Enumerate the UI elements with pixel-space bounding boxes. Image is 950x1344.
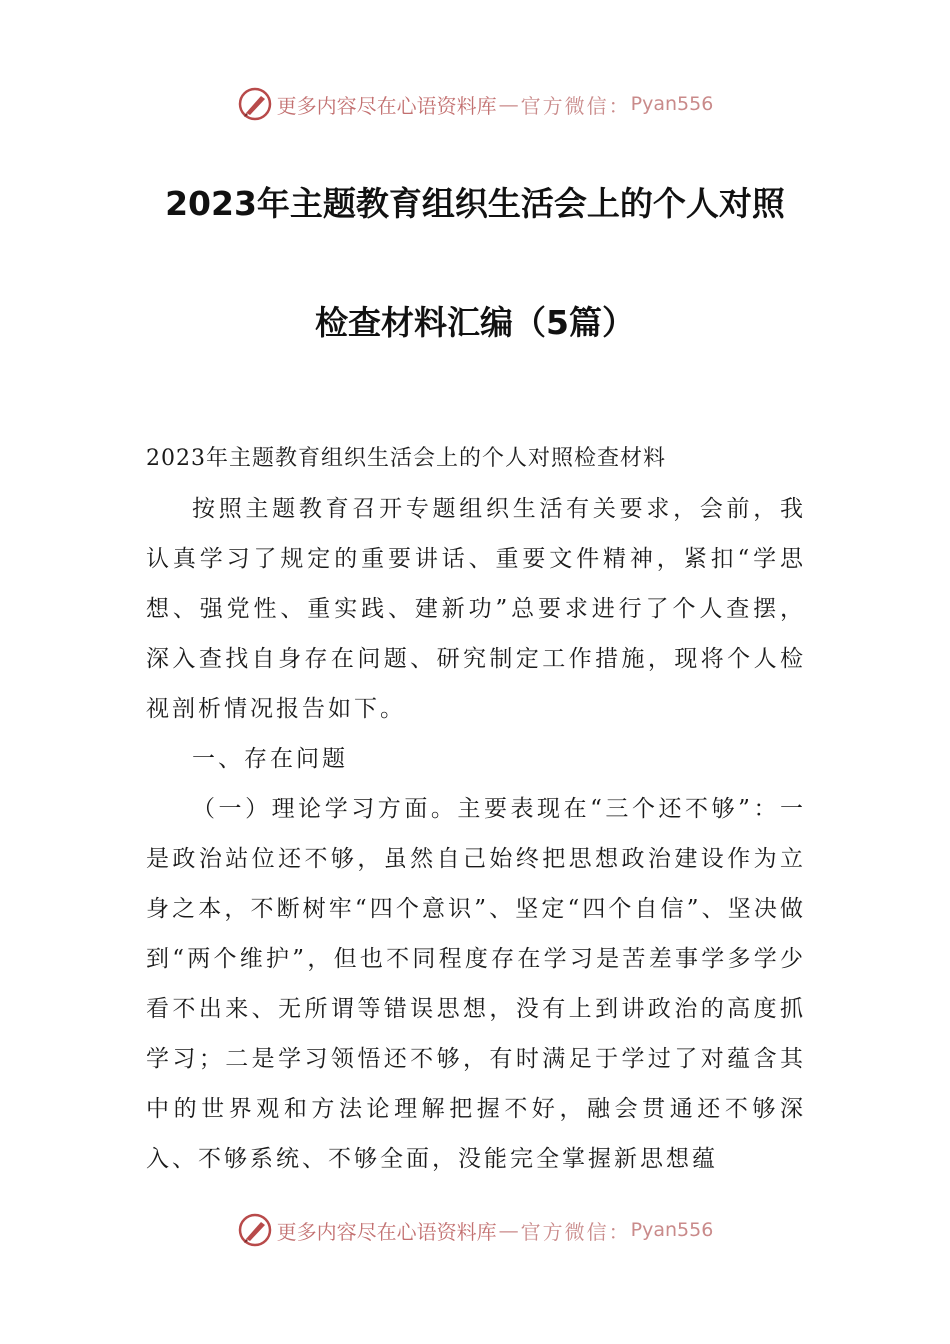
- paragraph-intro: 按照主题教育召开专题组织生活有关要求，会前，我认真学习了规定的重要讲话、重要文件精神，紧扣“学思想、强党性、重实践、建新功”总要求进行了个人查摆，深入查找自身存在问题、研究制定工作措施，现将个人检视剖析情况报告如下。: [146, 496, 806, 722]
- document-title-line1: 2023年主题教育组织生活会上的个人对照: [165, 184, 785, 223]
- watermark-sub-text: 官方微信：: [520, 1219, 631, 1244]
- paragraph-theory-study: （一）理论学习方面。主要表现在“三个还不够”：一是政治站位还不够，虽然自己始终把思想政治建设作为立身之本，不断树牢“四个意识”、坚定“四个自信”、坚决做到“两个维护”，但也不同程度存在学习是苦差事学多学少看不出来、无所谓等错误思想，没有上到讲政治的高度抓学习；二是学习领悟还不够，有时满足于学过了对蕴含其中的世界观和方法论理解把握不好，融会贯通还不够深入、不够系统、不够全面，没能完全掌握新思想蕴: [146, 796, 806, 1172]
- watermark-sub-text: 官方微信：: [520, 93, 631, 118]
- pen-logo-icon: [237, 1212, 273, 1248]
- watermark-footer: [0, 1210, 950, 1250]
- watermark-main-text: 更多内容尽在心语资料库: [276, 93, 497, 118]
- section-heading-problems: 一、存在问题: [192, 746, 348, 772]
- section-subheading: 2023年主题教育组织生活会上的个人对照检查材料: [146, 446, 666, 471]
- document-title-line2: 检查材料汇编（5篇）: [315, 303, 635, 342]
- document-body: [146, 434, 806, 1184]
- watermark-header: [0, 84, 950, 124]
- watermark-wechat-id: Pyan556: [630, 1219, 714, 1241]
- watermark-wechat-id: Pyan556: [630, 93, 714, 115]
- watermark-main-text: 更多内容尽在心语资料库: [276, 1219, 497, 1244]
- watermark-separator: —: [498, 92, 519, 116]
- watermark-separator: —: [498, 1218, 519, 1242]
- pen-logo-icon: [237, 86, 273, 122]
